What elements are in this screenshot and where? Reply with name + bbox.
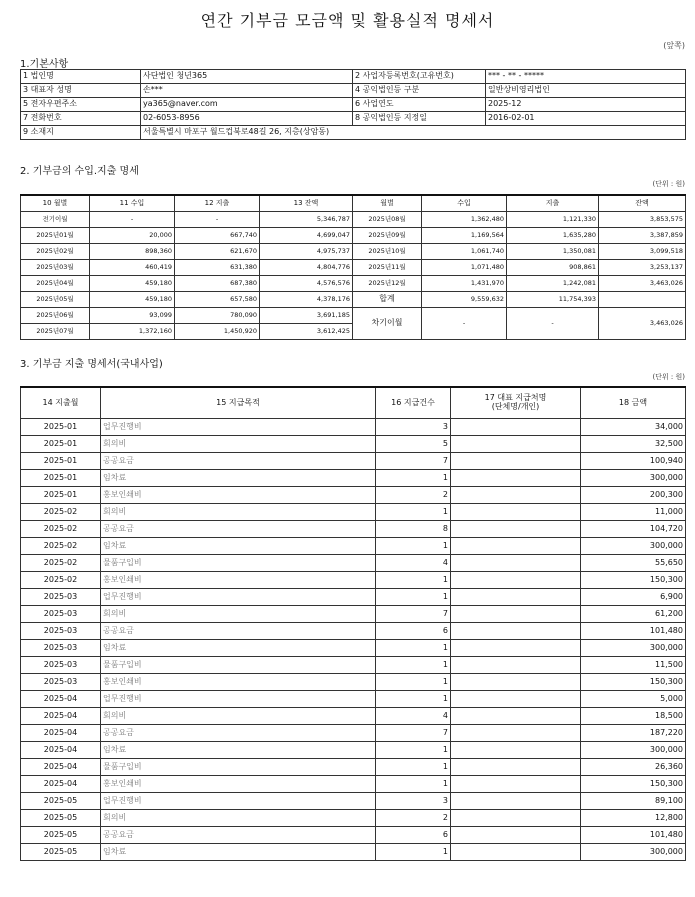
expense-month: 2025-03: [21, 589, 101, 606]
expense-count: 1: [376, 589, 451, 606]
expense-purpose: 홍보인쇄비: [101, 776, 376, 793]
column-header: 13 잔액: [260, 195, 353, 212]
field-value: 사단법인 청년365: [141, 70, 353, 84]
section-basic-title: 1.기본사항: [20, 59, 69, 70]
month-cell: 2025년10월: [353, 244, 422, 260]
income-cell: 1,071,480: [422, 260, 507, 276]
field-value: ya365@naver.com: [141, 98, 353, 112]
basic-info-row: [21, 98, 686, 112]
expense-month: 2025-03: [21, 606, 101, 623]
expense-amount: 150,300: [581, 776, 686, 793]
month-cell: 2025년09월: [353, 228, 422, 244]
balance-cell: 3,691,185: [260, 308, 353, 324]
expense-payee: [451, 555, 581, 572]
field-label: 1 법인명: [21, 70, 141, 84]
expense-cell: 657,580: [175, 292, 260, 308]
income-cell: -: [90, 212, 175, 228]
balance-cell: 3,463,026: [599, 276, 686, 292]
expense-month: 2025-01: [21, 470, 101, 487]
field-value: *** - ** - *****: [486, 70, 686, 84]
expense-cell: 1,350,081: [507, 244, 599, 260]
balance-cell: 3,099,518: [599, 244, 686, 260]
field-label: 5 전자우편주소: [21, 98, 141, 112]
expense-month: 2025-04: [21, 691, 101, 708]
expense-cell: 667,740: [175, 228, 260, 244]
expense-cell: 1,121,330: [507, 212, 599, 228]
unit-label-summary: (단위 : 원): [652, 180, 685, 188]
address-label: 9 소재지: [21, 126, 141, 140]
expense-purpose: 임차료: [101, 470, 376, 487]
summary-row: [21, 260, 686, 276]
expense-amount: 26,360: [581, 759, 686, 776]
expense-month: 2025-02: [21, 504, 101, 521]
table-row: [21, 691, 686, 708]
expense-month: 2025-03: [21, 657, 101, 674]
field-label: 2 사업자등록번호(고유번호): [353, 70, 486, 84]
expense-amount: 11,500: [581, 657, 686, 674]
balance-cell: 4,975,737: [260, 244, 353, 260]
expense-count: 2: [376, 810, 451, 827]
expense-count: 1: [376, 572, 451, 589]
expense-amount: 89,100: [581, 793, 686, 810]
expense-payee: [451, 606, 581, 623]
expense-count: 3: [376, 419, 451, 436]
expense-payee: [451, 504, 581, 521]
column-header: 지출: [507, 195, 599, 212]
expense-count: 1: [376, 470, 451, 487]
income-cell: 459,180: [90, 276, 175, 292]
column-header: 18 금액: [581, 387, 686, 419]
column-header: 15 지급목적: [101, 387, 376, 419]
month-cell: 2025년05월: [21, 292, 90, 308]
expense-payee: [451, 623, 581, 640]
table-row: [21, 725, 686, 742]
expense-payee: [451, 487, 581, 504]
expense-purpose: 회의비: [101, 606, 376, 623]
expense-payee: [451, 708, 581, 725]
income-cell: 93,099: [90, 308, 175, 324]
expense-cell: 1,450,920: [175, 324, 260, 340]
expense-amount: 55,650: [581, 555, 686, 572]
income-cell: 459,180: [90, 292, 175, 308]
expense-count: 1: [376, 538, 451, 555]
expense-count: 1: [376, 657, 451, 674]
expense-payee: [451, 759, 581, 776]
table-row: [21, 759, 686, 776]
expense-payee: [451, 453, 581, 470]
basic-info-row: [21, 112, 686, 126]
expense-payee: [451, 640, 581, 657]
month-cell: 2025년11월: [353, 260, 422, 276]
expense-purpose: 홍보인쇄비: [101, 674, 376, 691]
income-cell: 1,372,160: [90, 324, 175, 340]
expense-purpose: 임차료: [101, 640, 376, 657]
expense-month: 2025-03: [21, 640, 101, 657]
expense-purpose: 홍보인쇄비: [101, 487, 376, 504]
column-header: 수입: [422, 195, 507, 212]
field-value: 일반상비영리법인: [486, 84, 686, 98]
expense-payee: [451, 691, 581, 708]
expense-count: 1: [376, 640, 451, 657]
expense-amount: 34,000: [581, 419, 686, 436]
expense-amount: 101,480: [581, 623, 686, 640]
expense-amount: 100,940: [581, 453, 686, 470]
summary-row: [21, 244, 686, 260]
income-cell: 20,000: [90, 228, 175, 244]
expense-month: 2025-03: [21, 674, 101, 691]
field-value: 2016-02-01: [486, 112, 686, 126]
expense-cell: 687,380: [175, 276, 260, 292]
expense-count: 4: [376, 708, 451, 725]
income-cell: 460,419: [90, 260, 175, 276]
balance-cell: 4,378,176: [260, 292, 353, 308]
document-title: 연간 기부금 모금액 및 활용실적 명세서: [200, 11, 495, 30]
expense-month: 2025-04: [21, 776, 101, 793]
month-cell: 2025년12월: [353, 276, 422, 292]
expense-amount: 12,800: [581, 810, 686, 827]
expense-amount: 6,900: [581, 589, 686, 606]
table-row: [21, 742, 686, 759]
expense-count: 4: [376, 555, 451, 572]
expense-cell: 631,380: [175, 260, 260, 276]
expense-purpose: 물품구입비: [101, 759, 376, 776]
expense-payee: [451, 470, 581, 487]
expense-month: 2025-05: [21, 793, 101, 810]
section-expense-detail-title: 3. 기부금 지출 명세서(국내사업): [20, 359, 163, 370]
expense-amount: 18,500: [581, 708, 686, 725]
basic-info-row: [21, 126, 686, 140]
field-label: 7 전화번호: [21, 112, 141, 126]
expense-count: 7: [376, 725, 451, 742]
carry-balance: 3,463,026: [599, 308, 686, 340]
expense-purpose: 공공요금: [101, 453, 376, 470]
total-income: 9,559,632: [422, 292, 507, 308]
expense-payee: [451, 589, 581, 606]
expense-count: 3: [376, 793, 451, 810]
table-row: [21, 674, 686, 691]
basic-info-row: [21, 84, 686, 98]
expense-payee: [451, 538, 581, 555]
table-row: [21, 589, 686, 606]
expense-purpose: 회의비: [101, 504, 376, 521]
expense-count: 1: [376, 776, 451, 793]
expense-purpose: 물품구입비: [101, 657, 376, 674]
expense-amount: 61,200: [581, 606, 686, 623]
expense-detail-table: [20, 386, 686, 861]
expense-purpose: 임차료: [101, 538, 376, 555]
expense-purpose: 공공요금: [101, 623, 376, 640]
carry-income: -: [422, 308, 507, 340]
balance-cell: 4,804,776: [260, 260, 353, 276]
summary-row: [21, 292, 686, 308]
expense-purpose: 공공요금: [101, 827, 376, 844]
expense-month: 2025-02: [21, 538, 101, 555]
balance-cell: 3,387,859: [599, 228, 686, 244]
column-header: 14 지출월: [21, 387, 101, 419]
expense-cell: 1,635,280: [507, 228, 599, 244]
expense-count: 1: [376, 844, 451, 861]
table-row: [21, 776, 686, 793]
expense-payee: [451, 827, 581, 844]
expense-payee: [451, 674, 581, 691]
expense-amount: 187,220: [581, 725, 686, 742]
expense-amount: 200,300: [581, 487, 686, 504]
expense-month: 2025-01: [21, 419, 101, 436]
column-header: 잔액: [599, 195, 686, 212]
expense-amount: 300,000: [581, 844, 686, 861]
field-label: 4 공익법인등 구분: [353, 84, 486, 98]
expense-month: 2025-04: [21, 708, 101, 725]
table-row: [21, 793, 686, 810]
month-cell: 2025년04월: [21, 276, 90, 292]
table-row: [21, 436, 686, 453]
table-row: [21, 810, 686, 827]
expense-amount: 11,000: [581, 504, 686, 521]
expense-count: 5: [376, 436, 451, 453]
income-expense-table: [20, 194, 686, 340]
summary-row: [21, 212, 686, 228]
basic-info-table: [20, 69, 686, 140]
expense-payee: [451, 436, 581, 453]
income-cell: 1,169,564: [422, 228, 507, 244]
expense-count: 2: [376, 487, 451, 504]
expense-amount: 150,300: [581, 674, 686, 691]
month-cell: 2025년08월: [353, 212, 422, 228]
expense-payee: [451, 419, 581, 436]
expense-amount: 150,300: [581, 572, 686, 589]
column-header: 11 수입: [90, 195, 175, 212]
field-value: 02-6053-8956: [141, 112, 353, 126]
expense-amount: 5,000: [581, 691, 686, 708]
expense-payee: [451, 810, 581, 827]
expense-cell: 1,242,081: [507, 276, 599, 292]
expense-count: 1: [376, 504, 451, 521]
expense-amount: 300,000: [581, 742, 686, 759]
table-row: [21, 827, 686, 844]
expense-cell: 621,670: [175, 244, 260, 260]
column-header: 17 대표 지급처명 (단체명/개인): [451, 387, 581, 419]
expense-purpose: 임차료: [101, 742, 376, 759]
month-cell: 2025년01월: [21, 228, 90, 244]
income-cell: 1,362,480: [422, 212, 507, 228]
expense-count: 7: [376, 453, 451, 470]
field-value: 2025-12: [486, 98, 686, 112]
address-value: 서울특별시 마포구 월드컵북로48길 26, 지층(상암동): [141, 126, 686, 140]
column-header: 월별: [353, 195, 422, 212]
expense-purpose: 회의비: [101, 436, 376, 453]
month-cell: 전기이월: [21, 212, 90, 228]
balance-cell: 3,612,425: [260, 324, 353, 340]
expense-month: 2025-02: [21, 572, 101, 589]
expense-purpose: 공공요금: [101, 725, 376, 742]
carry-label: 차기이월: [353, 308, 422, 340]
table-row: [21, 623, 686, 640]
table-row: [21, 538, 686, 555]
field-label: 8 공익법인등 지정일: [353, 112, 486, 126]
balance-cell: 4,576,576: [260, 276, 353, 292]
balance-cell: 3,853,575: [599, 212, 686, 228]
expense-payee: [451, 521, 581, 538]
expense-amount: 300,000: [581, 470, 686, 487]
total-balance: [599, 292, 686, 308]
expense-month: 2025-05: [21, 810, 101, 827]
table-row: [21, 453, 686, 470]
page-side-label: (앞쪽): [663, 41, 685, 50]
month-cell: 2025년02월: [21, 244, 90, 260]
expense-count: 1: [376, 674, 451, 691]
expense-count: 1: [376, 691, 451, 708]
expense-month: 2025-02: [21, 521, 101, 538]
expense-month: 2025-05: [21, 844, 101, 861]
expense-amount: 32,500: [581, 436, 686, 453]
expense-purpose: 업무진행비: [101, 419, 376, 436]
total-expense: 11,754,393: [507, 292, 599, 308]
balance-cell: 5,346,787: [260, 212, 353, 228]
expense-count: 8: [376, 521, 451, 538]
expense-purpose: 회의비: [101, 708, 376, 725]
summary-row: [21, 276, 686, 292]
expense-purpose: 업무진행비: [101, 793, 376, 810]
summary-row: [21, 308, 686, 324]
expense-count: 1: [376, 742, 451, 759]
table-row: [21, 572, 686, 589]
expense-payee: [451, 572, 581, 589]
expense-purpose: 홍보인쇄비: [101, 572, 376, 589]
expense-month: 2025-01: [21, 436, 101, 453]
expense-month: 2025-01: [21, 453, 101, 470]
expense-cell: -: [175, 212, 260, 228]
expense-payee: [451, 725, 581, 742]
balance-cell: 3,253,137: [599, 260, 686, 276]
expense-payee: [451, 657, 581, 674]
expense-month: 2025-03: [21, 623, 101, 640]
expense-count: 6: [376, 623, 451, 640]
section-income-expense-title: 2. 기부금의 수입.지출 명세: [20, 166, 139, 177]
table-row: [21, 555, 686, 572]
expense-count: 1: [376, 759, 451, 776]
expense-payee: [451, 776, 581, 793]
income-cell: 1,431,970: [422, 276, 507, 292]
expense-cell: 780,090: [175, 308, 260, 324]
expense-month: 2025-01: [21, 487, 101, 504]
expense-purpose: 업무진행비: [101, 691, 376, 708]
table-row: [21, 657, 686, 674]
expense-count: 7: [376, 606, 451, 623]
field-value: 손***: [141, 84, 353, 98]
expense-payee: [451, 844, 581, 861]
unit-label-expenses: (단위 : 원): [652, 373, 685, 381]
expense-payee: [451, 742, 581, 759]
table-row: [21, 708, 686, 725]
column-header: 16 지급건수: [376, 387, 451, 419]
expense-amount: 300,000: [581, 640, 686, 657]
table-row: [21, 487, 686, 504]
table-row: [21, 521, 686, 538]
expense-month: 2025-02: [21, 555, 101, 572]
field-label: 3 대표자 성명: [21, 84, 141, 98]
balance-cell: 4,699,047: [260, 228, 353, 244]
expense-month: 2025-04: [21, 725, 101, 742]
table-row: [21, 640, 686, 657]
column-header: 12 지출: [175, 195, 260, 212]
income-cell: 1,061,740: [422, 244, 507, 260]
table-row: [21, 606, 686, 623]
expense-purpose: 회의비: [101, 810, 376, 827]
expense-month: 2025-04: [21, 742, 101, 759]
basic-info-row: [21, 70, 686, 84]
month-cell: 2025년03월: [21, 260, 90, 276]
expense-purpose: 임차료: [101, 844, 376, 861]
income-cell: 898,360: [90, 244, 175, 260]
total-label: 합계: [353, 292, 422, 308]
table-row: [21, 504, 686, 521]
expense-cell: 908,861: [507, 260, 599, 276]
expense-purpose: 업무진행비: [101, 589, 376, 606]
expense-month: 2025-04: [21, 759, 101, 776]
expense-amount: 300,000: [581, 538, 686, 555]
expense-payee: [451, 793, 581, 810]
field-label: 6 사업연도: [353, 98, 486, 112]
expense-purpose: 공공요금: [101, 521, 376, 538]
table-row: [21, 844, 686, 861]
month-cell: 2025년06월: [21, 308, 90, 324]
expense-month: 2025-05: [21, 827, 101, 844]
expense-amount: 104,720: [581, 521, 686, 538]
expense-amount: 101,480: [581, 827, 686, 844]
carry-expense: -: [507, 308, 599, 340]
summary-row: [21, 228, 686, 244]
column-header: 10 월별: [21, 195, 90, 212]
expense-count: 6: [376, 827, 451, 844]
table-row: [21, 470, 686, 487]
table-row: [21, 419, 686, 436]
expense-purpose: 물품구입비: [101, 555, 376, 572]
month-cell: 2025년07월: [21, 324, 90, 340]
